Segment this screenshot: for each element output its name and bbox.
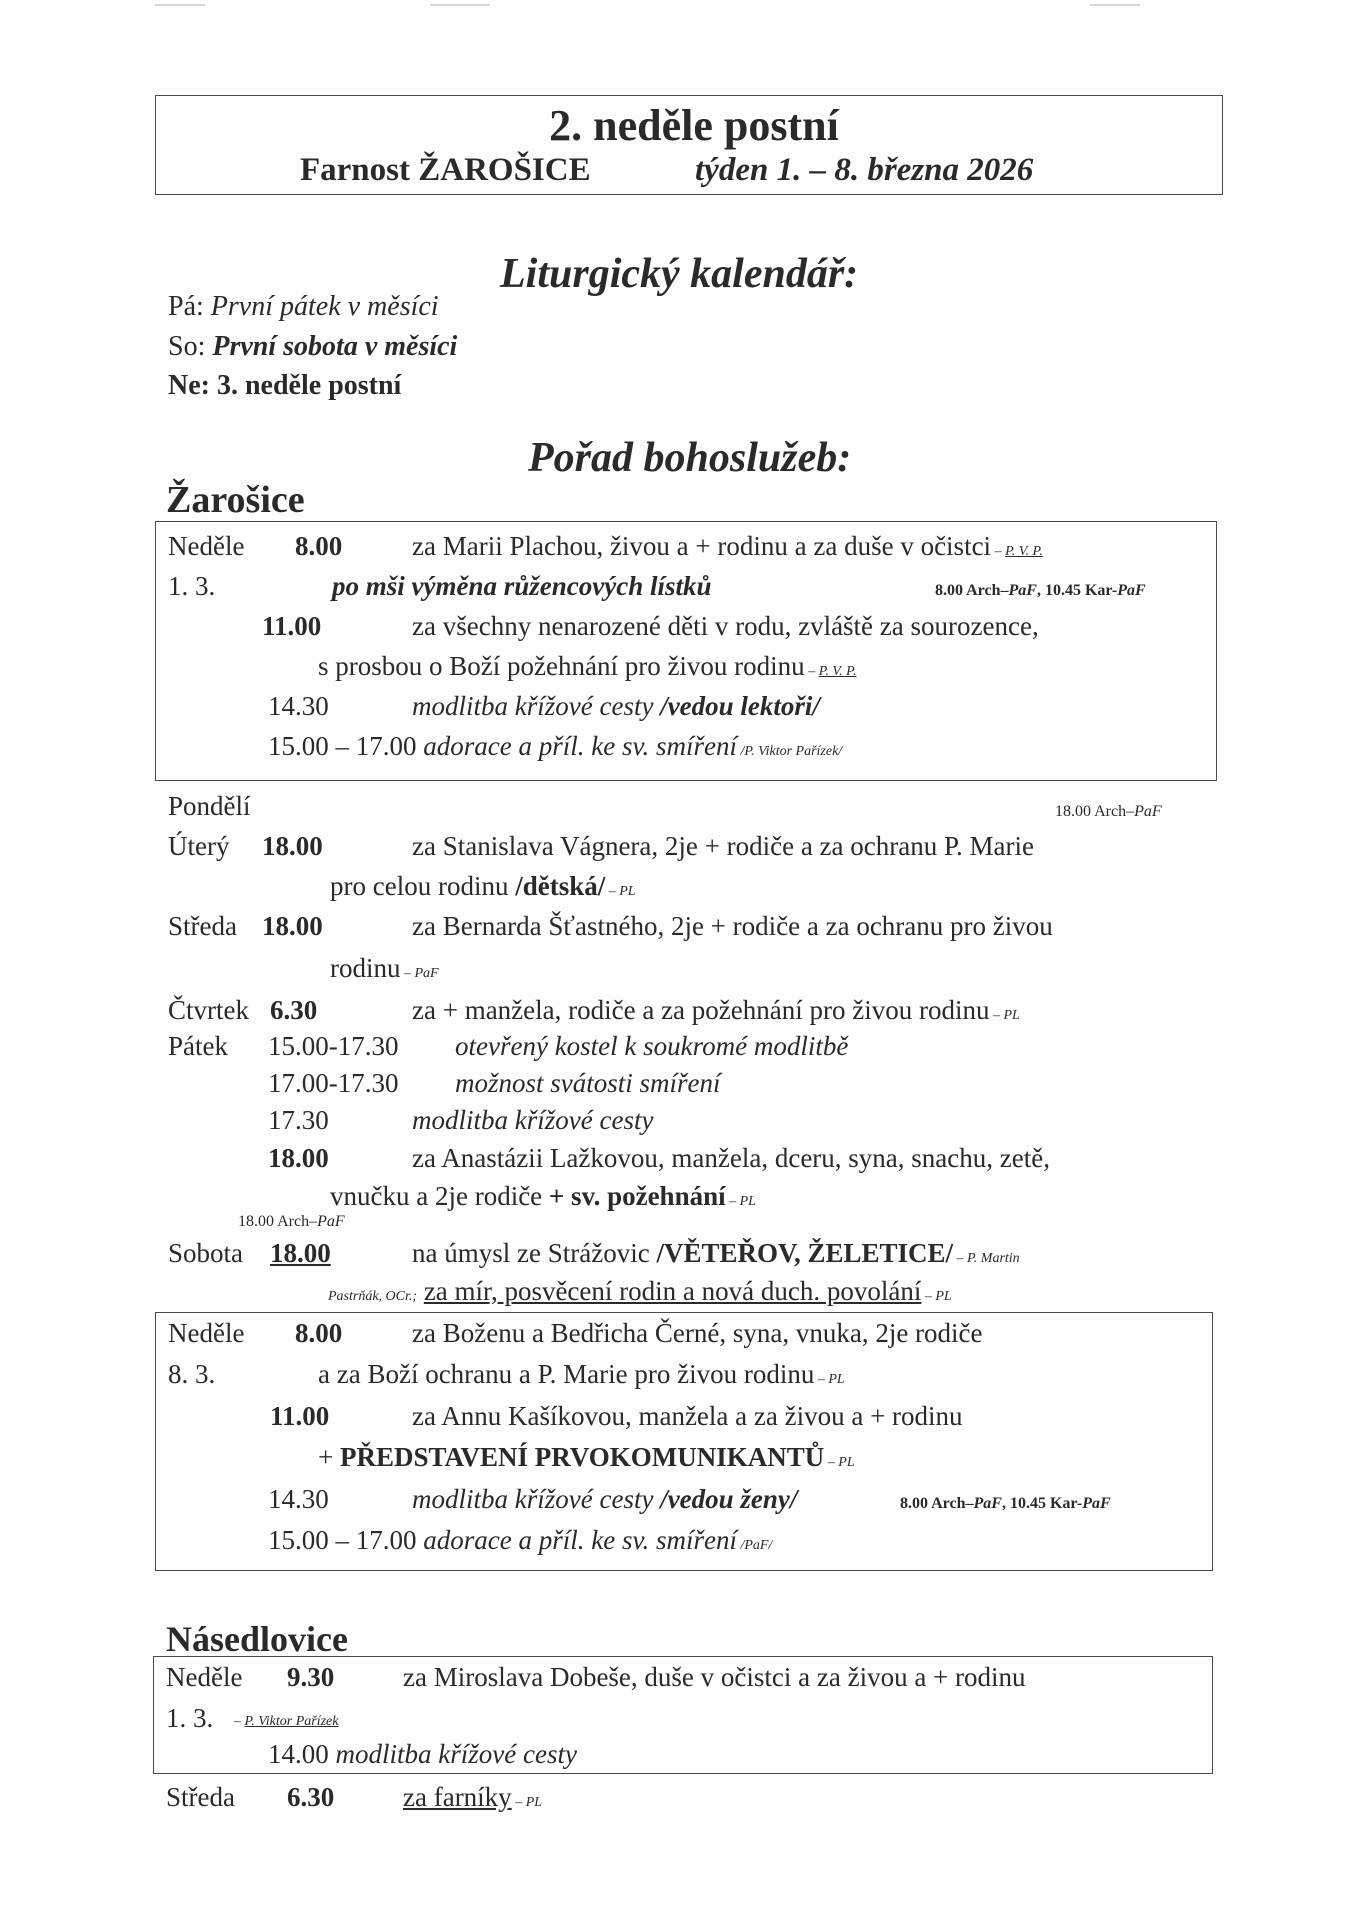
intention-continued: s prosbou o Boží požehnání pro živou rodinu – P. V. P. [318,651,857,681]
time: 18.00 [270,1238,331,1268]
activity: možnost svátosti smíření [455,1068,721,1098]
week-range: týden 1. – 8. března 2026 [695,152,1034,188]
time: 14.30 [268,691,329,721]
activity: otevřený kostel k soukromé modlitbě [455,1031,849,1061]
way-of-cross: modlitba křížové cesty /vedou ženy/ [412,1484,798,1514]
intention: na úmysl ze Strážovic /VĚTEŘOV, ŽELETICE/ – P. Martin [412,1238,1020,1268]
intention-continued: pro celou rodinu /dětská/ – PL [330,871,636,901]
saturday-day: Sobota [168,1238,244,1268]
calendar-item-saturday: So: První sobota v měsíci [168,331,458,362]
liturgical-calendar-heading: Liturgický kalendář: [500,251,859,297]
intention-continued: vnučku a 2je rodiče + sv. požehnání – PL [330,1181,756,1211]
priest: – P. Viktor Pařízek [234,1714,339,1729]
intention: za Stanislava Vágnera, 2je + rodiče a za ochranu P. Marie [412,831,1034,861]
nasedlovice-wednesday-day: Středa [166,1782,235,1812]
page-title: 2. neděle postní [549,101,839,150]
time: 15.00-17.30 [268,1031,399,1061]
calendar-item-friday: Pá: První pátek v měsíci [168,291,439,322]
sunday-1-row-1: Neděle [168,531,245,561]
way-of-cross: modlitba křížové cesty /vedou lektoři/ [412,691,820,721]
nasedlovice-sunday-day: Neděle [166,1662,243,1692]
intention: za Boženu a Bedřicha Černé, syna, vnuka, 2je rodiče [412,1318,983,1348]
sunday-1-date: 1. 3. [168,571,216,601]
time: 6.30 [287,1782,335,1812]
tuesday-day: Úterý [168,831,230,861]
friday-note: 18.00 Arch–PaF [238,1213,345,1230]
parish-name: Farnost ŽAROŠICE [300,152,591,188]
time: 18.00 [262,911,323,941]
monday-note: 18.00 Arch–PaF [1055,803,1162,820]
time: 8.00 [295,1318,343,1348]
intention-continued: a za Boží ochranu a P. Marie pro živou rodinu – PL [318,1359,845,1389]
intention-continued: + PŘEDSTAVENÍ PRVOKOMUNIKANTŮ – PL [318,1442,855,1472]
intention-continued: Pastrňák, OCr.; za mír, posvěcení rodin a nová duch. povolání – PL [328,1276,952,1306]
intention: za Marii Plachou, živou a + rodinu a za duše v očistci – P. V. P. [412,531,1043,561]
intention: za + manžela, rodiče a za požehnání pro živou rodinu – PL [412,995,1020,1025]
adoration: 15.00 – 17.00 adorace a příl. ke sv. smíření /P. Viktor Pařízek/ [268,731,843,761]
wednesday-day: Středa [168,911,237,941]
section-title-zarosice: Žarošice [166,479,305,521]
sunday-2-day: Neděle [168,1318,245,1348]
time: 18.00 [262,831,323,861]
way-of-cross: 14.00 modlitba křížové cesty [268,1739,577,1769]
time: 11.00 [270,1401,330,1431]
other-masses-note: 8.00 Arch–PaF, 10.45 Kar-PaF [935,582,1146,599]
friday-day: Pátek [168,1031,228,1061]
services-heading: Pořad bohoslužeb: [528,435,852,481]
time: 8.00 [295,531,343,561]
time: 11.00 [262,611,322,641]
nasedlovice-sunday-date: 1. 3. [166,1703,214,1733]
time: 9.30 [287,1662,335,1692]
calendar-item-sunday: Ne: 3. neděle postní [168,370,402,401]
sunday-2-date: 8. 3. [168,1359,216,1389]
thursday-day: Čtvrtek [168,995,249,1025]
time: 14.30 [268,1484,329,1514]
other-masses-note: 8.00 Arch–PaF, 10.45 Kar-PaF [900,1495,1111,1512]
intention: za Anastázii Lažkovou, manžela, dceru, syna, snachu, zetě, [412,1143,1050,1173]
time: 6.30 [270,995,318,1025]
intention: za Bernarda Šťastného, 2je + rodiče a za ochranu pro živou [412,911,1053,941]
intention: za všechny nenarozené děti v rodu, zvláště za sourozence, [412,611,1039,641]
time: 17.00-17.30 [268,1068,399,1098]
monday-day: Pondělí [168,791,251,821]
intention-continued: rodinu – PaF [330,953,439,983]
announcement: po mši výměna růžencových lístků [332,571,712,601]
intention: za Annu Kašíkovou, manžela a za živou a + rodinu [412,1401,963,1431]
intention: za farníky – PL [403,1782,543,1812]
intention: za Miroslava Dobeše, duše v očistci a za živou a + rodinu [403,1662,1026,1692]
section-title-nasedlovice: Násedlovice [166,1619,348,1659]
time: 17.30 [268,1105,329,1135]
activity: modlitba křížové cesty [412,1105,654,1135]
time: 18.00 [268,1143,329,1173]
adoration: 15.00 – 17.00 adorace a příl. ke sv. smíření /PaF/ [268,1525,773,1555]
